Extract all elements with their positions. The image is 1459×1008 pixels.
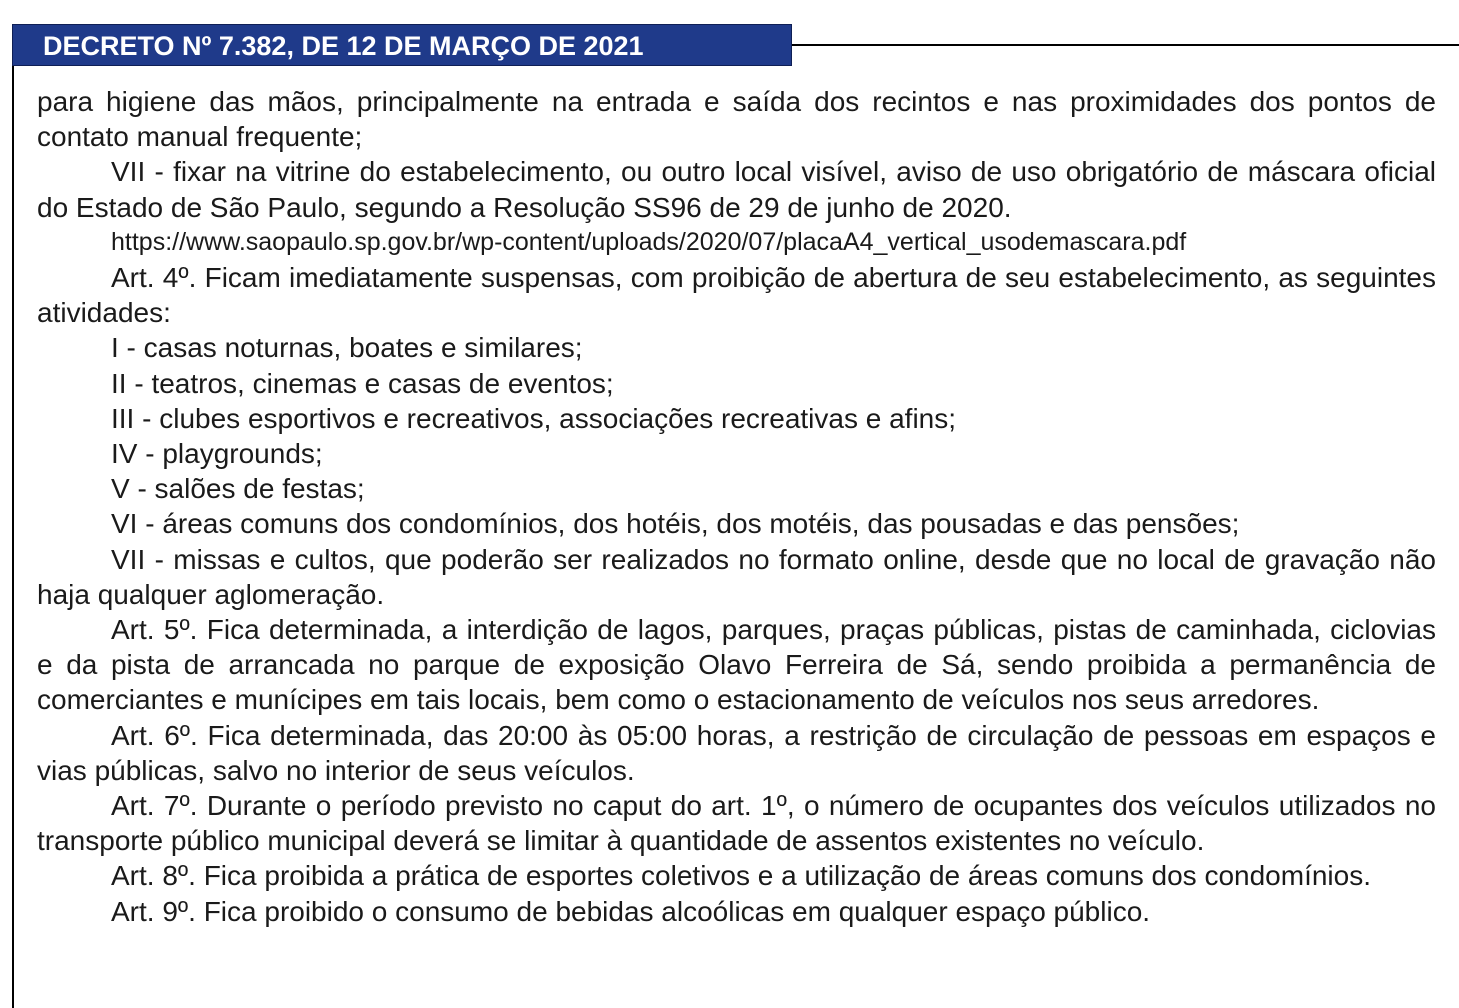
list-item: VI - áreas comuns dos condomínios, dos hotéis, dos motéis, das pousadas e das pensões; bbox=[111, 508, 1240, 540]
article-6: Art. 6º. Fica determinada, das 20:00 às 05:00 horas, a restrição de circulação de pessoas em espaços e vias públicas, salvo no interior de seus veículos. bbox=[37, 719, 1436, 786]
article-5: Art. 5º. Fica determinada, a interdição de lagos, parques, praças públicas, pistas de caminhada, ciclovias e da pista de arrancada no parque de exposição Olavo Ferreira de Sá, sendo proibida a permanência de comerciantes e munícipes em tais locais, bem como o estacionamento de veículos nos seus arredores. bbox=[37, 614, 1436, 716]
document-header bbox=[12, 24, 792, 66]
list-item: VII - missas e cultos, que poderão ser realizados no formato online, desde que no local de gravação não haja qualquer aglomeração. bbox=[37, 543, 1436, 610]
article-9: Art. 9º. Fica proibido o consumo de bebidas alcoólicas em qualquer espaço público. bbox=[111, 895, 1151, 927]
article-8: Art. 8º. Fica proibida a prática de esportes coletivos e a utilização de áreas comuns dos condomínios. bbox=[111, 860, 1371, 892]
list-item: IV - playgrounds; bbox=[111, 438, 323, 470]
decree-title: DECRETO Nº 7.382, DE 12 DE MARÇO DE 2021 bbox=[43, 31, 644, 61]
decree-body bbox=[37, 84, 1436, 929]
article-7: Art. 7º. Durante o período previsto no caput do art. 1º, o número de ocupantes dos veículos utilizados no transporte público municipal deverá se limitar à quantidade de assentos existentes no veículo. bbox=[37, 790, 1436, 857]
list-item: III - clubes esportivos e recreativos, associações recreativas e afins; bbox=[111, 402, 957, 434]
frame-left-border bbox=[12, 66, 14, 1008]
list-item: II - teatros, cinemas e casas de eventos; bbox=[111, 367, 614, 399]
list-item: I - casas noturnas, boates e similares; bbox=[111, 332, 583, 364]
item-vii-mask-notice: VII - fixar na vitrine do estabelecimento, ou outro local visível, aviso de uso obrigatório de máscara oficial do Estado de São Paulo, segundo a Resolução SS96 de 29 de junho de 2020. bbox=[37, 156, 1436, 223]
paragraph-continuation: para higiene das mãos, principalmente na entrada e saída dos recintos e nas proximidades dos pontos de contato manual frequente; bbox=[37, 86, 1436, 153]
header-rule bbox=[792, 44, 1459, 46]
reference-url[interactable]: https://www.saopaulo.sp.gov.br/wp-content/uploads/2020/07/placaA4_vertical_usodemascara.pdf bbox=[111, 227, 1187, 256]
list-item: V - salões de festas; bbox=[111, 473, 365, 505]
article-4: Art. 4º. Ficam imediatamente suspensas, com proibição de abertura de seu estabelecimento, as seguintes atividades: bbox=[37, 262, 1436, 329]
